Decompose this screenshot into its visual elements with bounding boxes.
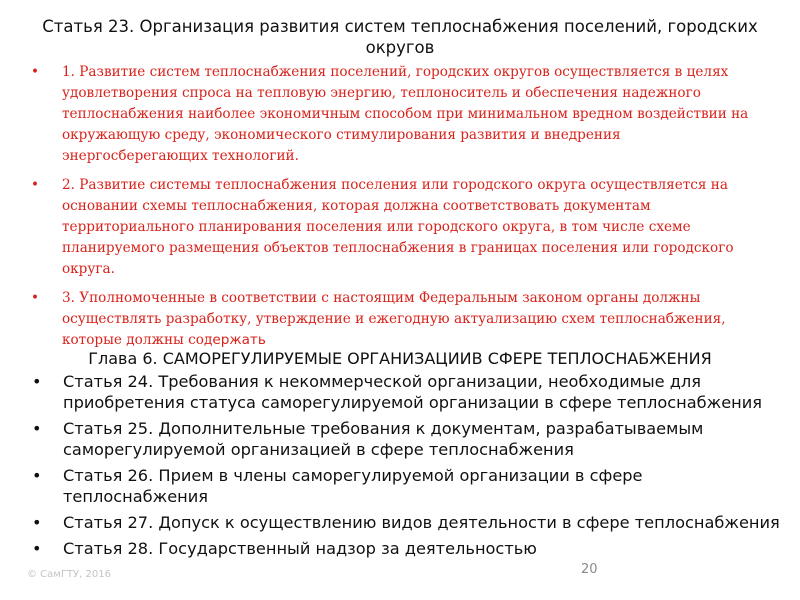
bullet-icon: • bbox=[32, 466, 42, 485]
bullet-icon: • bbox=[32, 513, 42, 532]
list-item bbox=[30, 288, 770, 351]
bullet-icon: • bbox=[32, 419, 42, 438]
list-item bbox=[30, 62, 770, 167]
list-item bbox=[30, 465, 780, 507]
list-item-text-tail: ержать bbox=[212, 332, 266, 348]
list-item bbox=[30, 418, 780, 460]
chapter-heading: Глава 6. САМОРЕГУЛИРУЕМЫЕ ОРГАНИЗАЦИИВ СФЕРЕ ТЕПЛОСНАБЖЕНИЯ bbox=[88, 349, 712, 368]
list-item bbox=[30, 538, 780, 559]
article-23-list bbox=[30, 62, 770, 359]
list-item-text: 1. Развитие систем теплоснабжения поселений, городских округов осуществляется в целях удовлетворения спроса на тепловую энергию, теплоноситель и обеспечения надежного теплоснабжения наиболее экономичным способом при минимальном вредном воздействии на окружающую среду, экономического стимулирования развития и внедрения энергосберегающих технологий. bbox=[62, 64, 749, 164]
list-item-text: Статья 28. Государственный надзор за деятельностью bbox=[63, 539, 537, 558]
footer-copyright: © СамГТУ, 2016 bbox=[27, 569, 111, 580]
page-number: 20 bbox=[581, 562, 598, 577]
list-item-text: Статья 26. Прием в члены саморегулируемой организации в сфере теплоснабжения bbox=[63, 466, 643, 506]
list-item-text: 3. Уполномоченные в соответствии с настоящим Федеральным законом органы должны осуществлять разработку, утверждение и ежегодную актуализацию схем теплоснабжения, которые должны сод bbox=[62, 290, 726, 348]
list-item-text: Статья 24. Требования к некоммерческой организации, необходимые для приобретения статуса саморегулируемой организации в сфере теплоснабжения bbox=[63, 372, 763, 412]
slide-title: Статья 23. Организация развития систем теплоснабжения поселений, городских округов bbox=[42, 17, 758, 57]
bullet-icon: • bbox=[31, 290, 40, 306]
chapter-6-articles-list bbox=[30, 371, 780, 564]
list-item-text: 2. Развитие системы теплоснабжения поселения или городского округа осуществляется на основании схемы теплоснабжения, которая должна соответствовать документам территориального планирования поселения или городского округа, в том числе схеме планируемого размещения объектов теплоснабжения в границах поселения или городского округа. bbox=[62, 177, 734, 277]
bullet-icon: • bbox=[32, 372, 42, 391]
list-item bbox=[30, 512, 780, 533]
list-item-text: Статья 25. Дополнительные требования к документам, разрабатываемым саморегулируемой организацией в сфере теплоснабжения bbox=[63, 419, 704, 459]
bullet-icon: • bbox=[31, 177, 40, 193]
list-item-text: Статья 27. Допуск к осуществлению видов деятельности в сфере теплоснабжения bbox=[63, 513, 780, 532]
bullet-icon: • bbox=[32, 539, 42, 558]
list-item bbox=[30, 175, 770, 280]
bullet-icon: • bbox=[31, 64, 40, 80]
list-item bbox=[30, 371, 780, 413]
